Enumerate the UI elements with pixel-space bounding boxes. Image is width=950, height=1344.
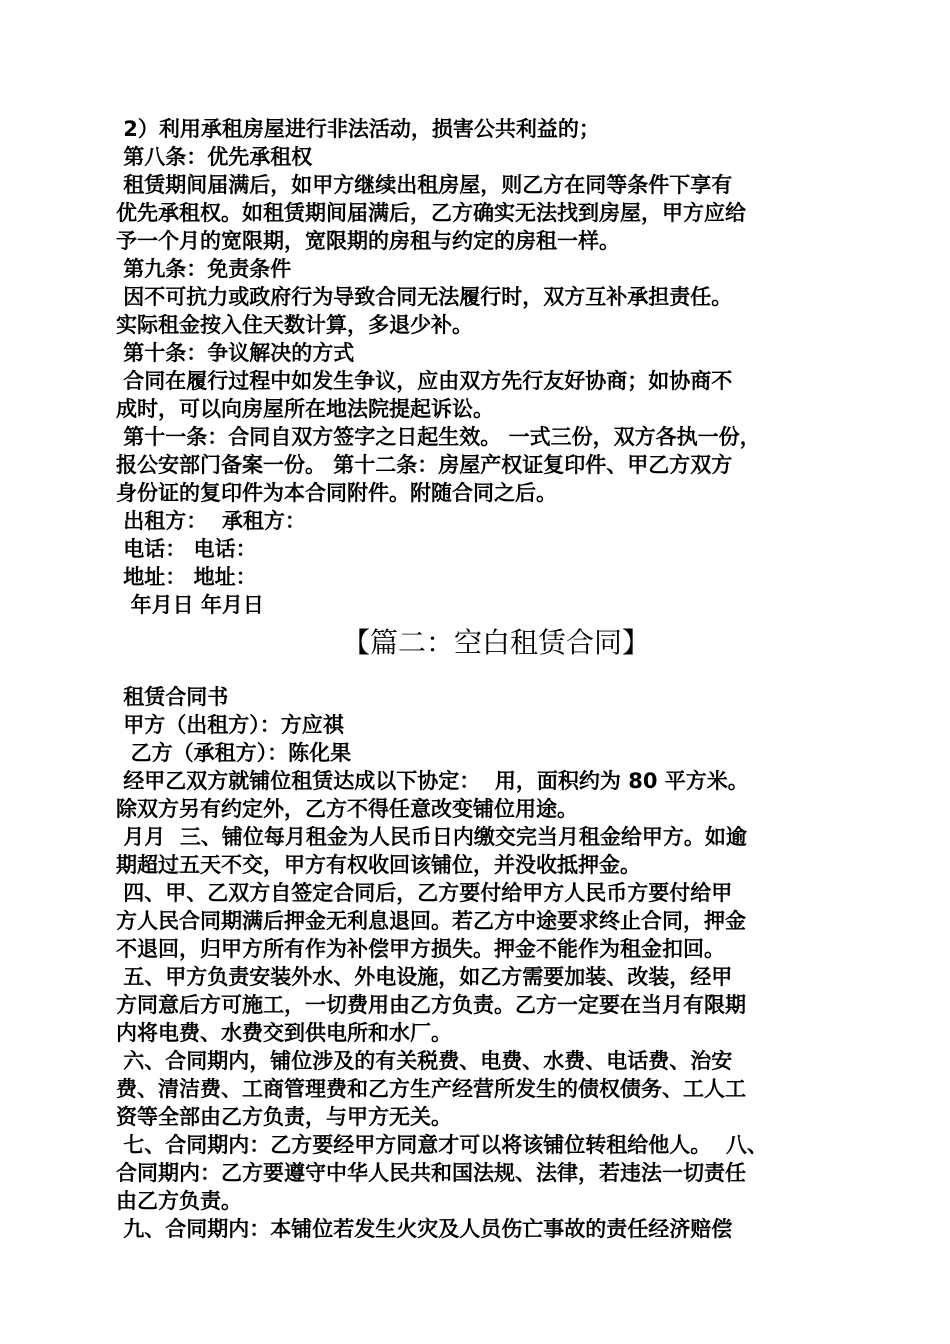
text-line: 优先承租权。如租赁期间届满后，乙方确实无法找到房屋，甲方应给: [116, 201, 746, 225]
part1-block: [116, 115, 838, 619]
text-line: 经甲乙双方就铺位租赁达成以下协定： 用，面积约为 80 平方米。: [116, 769, 749, 793]
phone-line: 电话： 电话：: [116, 537, 257, 561]
text-line: 合同在履行过程中如发生争议，应由双方先行友好协商；如协商不: [116, 369, 733, 393]
text-line: 不退回，归甲方所有作为补偿甲方损失。押金不能作为租金扣回。: [116, 937, 725, 961]
text-line: 报公安部门备案一份。 第十二条：房屋产权证复印件、甲乙方双方: [116, 453, 733, 477]
text-line: 除双方另有约定外，乙方不得任意改变铺位用途。: [116, 797, 578, 821]
text-line: 月月 三、铺位每月租金为人民币日内缴交完当月租金给甲方。如逾: [116, 825, 747, 849]
text-line: 身份证的复印件为本合同附件。附随合同之后。: [116, 481, 557, 505]
party-a-line: 甲方（出租方）：方应祺: [116, 713, 344, 737]
text-line: 五、甲方负责安装外水、外电设施，如乙方需要加装、改装，经甲: [116, 965, 733, 989]
address-line: 地址： 地址：: [116, 565, 257, 589]
text-line: 资等全部由乙方负责，与甲方无关。: [116, 1105, 452, 1129]
article-heading: 第十条：争议解决的方式: [116, 341, 355, 365]
text-line: 实际租金按入住天数计算，多退少补。: [116, 313, 473, 337]
text-line: 租赁期间届满后，如甲方继续出租房屋，则乙方在同等条件下享有: [116, 173, 733, 197]
text-line: 2）利用承租房屋进行非法活动，损害公共利益的；: [116, 117, 600, 141]
document-body: [116, 115, 838, 1243]
text-line: 方人民合同期满后押金无利息退回。若乙方中途要求终止合同，押金: [116, 909, 746, 933]
text-line: 方同意后方可施工，一切费用由乙方负责。乙方一定要在当月有限期: [116, 993, 746, 1017]
text-line: 第十一条：合同自双方签字之日起生效。 一式三份，双方各执一份，: [116, 425, 761, 449]
text-line: 成时，可以向房屋所在地法院提起诉讼。: [116, 397, 494, 421]
signature-line: 出租方： 承租方：: [116, 509, 306, 533]
date-line: 年月日 年月日: [116, 593, 264, 617]
text-line: 七、合同期内：乙方要经甲方同意才可以将该铺位转租给他人。 八、: [116, 1133, 768, 1157]
part2-block: [116, 683, 838, 1243]
text-line: 四、甲、乙双方自签定合同后，乙方要付给甲方人民币方要付给甲: [116, 881, 733, 905]
text-line: 因不可抗力或政府行为导致合同无法履行时，双方互补承担责任。: [116, 285, 733, 309]
section-title: 【篇二：空白租赁合同】: [341, 626, 650, 659]
text-line: 六、合同期内，铺位涉及的有关税费、电费、水费、电话费、治安: [116, 1049, 733, 1073]
article-heading: 第九条：免责条件: [116, 257, 292, 281]
text-line: 合同期内：乙方要遵守中华人民共和国法规、法律，若违法一切责任: [116, 1161, 746, 1185]
text-line: 九、合同期内：本铺位若发生火灾及人员伤亡事故的责任经济赔偿: [116, 1217, 733, 1241]
contract-title: 租赁合同书: [116, 685, 229, 709]
text-line: 由乙方负责。: [116, 1189, 242, 1213]
text-line: 内将电费、水费交到供电所和水厂。: [116, 1021, 452, 1045]
text-line: 费、清洁费、工商管理费和乙方生产经营所发生的债权债务、工人工: [116, 1077, 746, 1101]
party-b-line: 乙方（承租方）：陈化果: [116, 741, 352, 765]
article-heading: 第八条：优先承租权: [116, 145, 313, 169]
text-line: 期超过五天不交，甲方有权收回该铺位，并没收抵押金。: [116, 853, 641, 877]
text-line: 予一个月的宽限期，宽限期的房租与约定的房租一样。: [116, 229, 620, 253]
